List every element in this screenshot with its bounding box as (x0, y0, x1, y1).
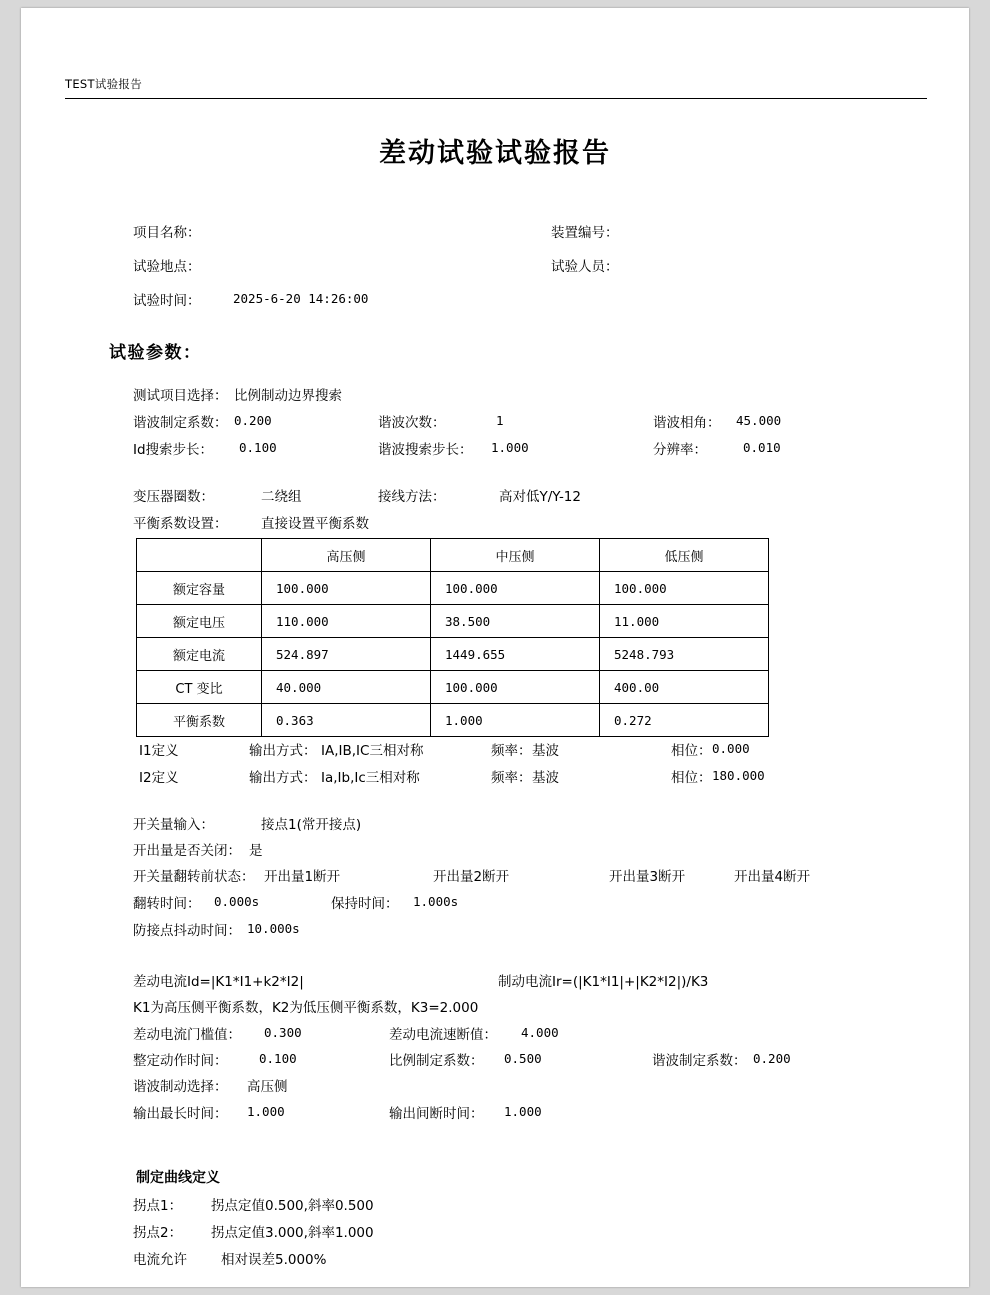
row-value-mid: 1.000 (431, 704, 600, 737)
ratio-coef-value: 0.500 (504, 1051, 542, 1066)
i1-name: I1定义 (139, 743, 179, 759)
wiring-value: 高对低Y/Y-12 (499, 489, 581, 505)
row-value-low: 11.000 (600, 605, 769, 638)
set-time-value: 0.100 (259, 1051, 297, 1066)
hold-time-value: 1.000s (413, 894, 459, 909)
binary-out3: 开出量3断开 (609, 869, 686, 885)
section-params-heading: 试验参数： (109, 343, 202, 363)
row-value-high: 100.000 (262, 572, 431, 605)
harm-step-label: 谐波搜索步长： (378, 442, 473, 458)
flip-time-value: 0.000s (214, 894, 260, 909)
binary-out2: 开出量2断开 (433, 869, 510, 885)
i2-freq-label: 频率： (491, 770, 532, 786)
ratio-coef-label: 比例制定系数： (389, 1053, 484, 1069)
harm-times-label: 谐波次数： (378, 415, 446, 431)
id-step-label: Id搜索步长： (133, 442, 214, 458)
binary-out1: 开出量1断开 (264, 869, 341, 885)
k-description: K1为高压侧平衡系数，K2为低压侧平衡系数，K3=2.000 (133, 1000, 479, 1016)
paper-sheet (21, 8, 969, 1287)
device-no-label: 装置编号： (551, 225, 619, 241)
test-place-label: 试验地点： (133, 259, 201, 275)
tolerance-value: 相对误差5.000% (221, 1252, 327, 1268)
wiring-label: 接线方法： (378, 489, 446, 505)
table-row (137, 638, 769, 671)
i1-freq-value: 基波 (532, 743, 559, 759)
row-label: CT 变比 (137, 671, 262, 704)
i2-output-label: 输出方式： (249, 770, 317, 786)
tolerance-label: 电流允许 (133, 1252, 187, 1268)
row-value-high: 524.897 (262, 638, 431, 671)
row-label: 额定电压 (137, 605, 262, 638)
diff-quick-label: 差动电流速断值： (389, 1027, 497, 1043)
debounce-value: 10.000s (247, 921, 300, 936)
debounce-label: 防接点抖动时间： (133, 923, 241, 939)
balance-set-label: 平衡系数设置： (133, 516, 228, 532)
row-value-low: 5248.793 (600, 638, 769, 671)
output-closed-value: 是 (249, 843, 263, 859)
table-col-low: 低压侧 (600, 539, 769, 572)
table-header-row (137, 539, 769, 572)
row-value-mid: 100.000 (431, 671, 600, 704)
table-col-high: 高压侧 (262, 539, 431, 572)
table-col-blank (137, 539, 262, 572)
i1-phase-label: 相位： (671, 743, 712, 759)
harm-select-value: 高压侧 (247, 1079, 288, 1095)
row-value-low: 0.272 (600, 704, 769, 737)
id-step-value: 0.100 (239, 440, 277, 455)
winding-label: 变压器圈数： (133, 489, 214, 505)
tester-label: 试验人员： (551, 259, 619, 275)
harm-restrain-label: 谐波制定系数： (133, 415, 228, 431)
row-value-mid: 1449.655 (431, 638, 600, 671)
row-value-low: 100.000 (600, 572, 769, 605)
test-time-label: 试验时间： (133, 293, 201, 309)
row-value-low: 400.00 (600, 671, 769, 704)
i2-name: I2定义 (139, 770, 179, 786)
max-out-label: 输出最长时间： (133, 1106, 228, 1122)
table-row (137, 572, 769, 605)
interval-label: 输出间断时间： (389, 1106, 484, 1122)
hold-time-label: 保持时间： (331, 896, 399, 912)
i1-phase-value: 0.000 (712, 741, 750, 756)
binary-input-value: 接点1(常开接点) (261, 817, 362, 833)
table-row (137, 704, 769, 737)
test-item-value: 比例制动边界搜索 (234, 388, 342, 404)
restrain-current-formula: 制动电流Ir=(|K1*I1|+|K2*I2|)/K3 (498, 974, 709, 990)
harm-angle-label: 谐波相角： (653, 415, 721, 431)
project-name-label: 项目名称： (133, 225, 201, 241)
pre-flip-label: 开关量翻转前状态： (133, 869, 255, 885)
diff-quick-value: 4.000 (521, 1025, 559, 1040)
table-col-mid: 中压侧 (431, 539, 600, 572)
i2-phase-label: 相位： (671, 770, 712, 786)
row-label: 额定电流 (137, 638, 262, 671)
row-label: 平衡系数 (137, 704, 262, 737)
output-closed-label: 开出量是否关闭： (133, 843, 241, 859)
page-header (65, 73, 927, 99)
harm-angle-value: 45.000 (736, 413, 782, 428)
harm-select-label: 谐波制动选择： (133, 1079, 228, 1095)
curve-point1-value: 拐点定值0.500,斜率0.500 (211, 1198, 374, 1214)
flip-time-label: 翻转时间： (133, 896, 201, 912)
harm-coef-label: 谐波制定系数： (652, 1053, 747, 1069)
i1-output-value: IA,IB,IC三相对称 (321, 743, 424, 759)
header-title: TEST试验报告 (65, 77, 143, 91)
i2-output-value: Ia,Ib,Ic三相对称 (321, 770, 420, 786)
balance-set-value: 直接设置平衡系数 (261, 516, 369, 532)
row-value-mid: 38.500 (431, 605, 600, 638)
curve-point2-value: 拐点定值3.000,斜率1.000 (211, 1225, 374, 1241)
i1-freq-label: 频率： (491, 743, 532, 759)
diff-threshold-label: 差动电流门槛值： (133, 1027, 241, 1043)
i1-output-label: 输出方式： (249, 743, 317, 759)
interval-value: 1.000 (504, 1104, 542, 1119)
document-title: 差动试验试验报告 (379, 138, 611, 169)
i2-phase-value: 180.000 (712, 768, 765, 783)
table-row (137, 671, 769, 704)
diff-current-formula: 差动电流Id=|K1*I1+k2*I2| (133, 974, 304, 990)
harm-coef-value: 0.200 (753, 1051, 791, 1066)
resolution-value: 0.010 (743, 440, 781, 455)
row-value-mid: 100.000 (431, 572, 600, 605)
test-time-value: 2025-6-20 14:26:00 (233, 291, 369, 306)
test-item-label: 测试项目选择： (133, 388, 228, 404)
harm-step-value: 1.000 (491, 440, 529, 455)
table-row (137, 605, 769, 638)
row-label: 额定容量 (137, 572, 262, 605)
row-value-high: 110.000 (262, 605, 431, 638)
row-value-high: 0.363 (262, 704, 431, 737)
curve-point1-label: 拐点1： (133, 1198, 183, 1214)
i2-freq-value: 基波 (532, 770, 559, 786)
resolution-label: 分辨率： (653, 442, 707, 458)
curve-point2-label: 拐点2： (133, 1225, 183, 1241)
max-out-value: 1.000 (247, 1104, 285, 1119)
harm-restrain-value: 0.200 (234, 413, 272, 428)
winding-value: 二绕组 (261, 489, 302, 505)
binary-out4: 开出量4断开 (734, 869, 811, 885)
row-value-high: 40.000 (262, 671, 431, 704)
harm-times-value: 1 (496, 413, 504, 428)
diff-threshold-value: 0.300 (264, 1025, 302, 1040)
set-time-label: 整定动作时间： (133, 1053, 228, 1069)
binary-input-label: 开关量输入： (133, 817, 214, 833)
transformer-params-table (136, 538, 769, 737)
curve-heading: 制定曲线定义 (136, 1170, 220, 1186)
